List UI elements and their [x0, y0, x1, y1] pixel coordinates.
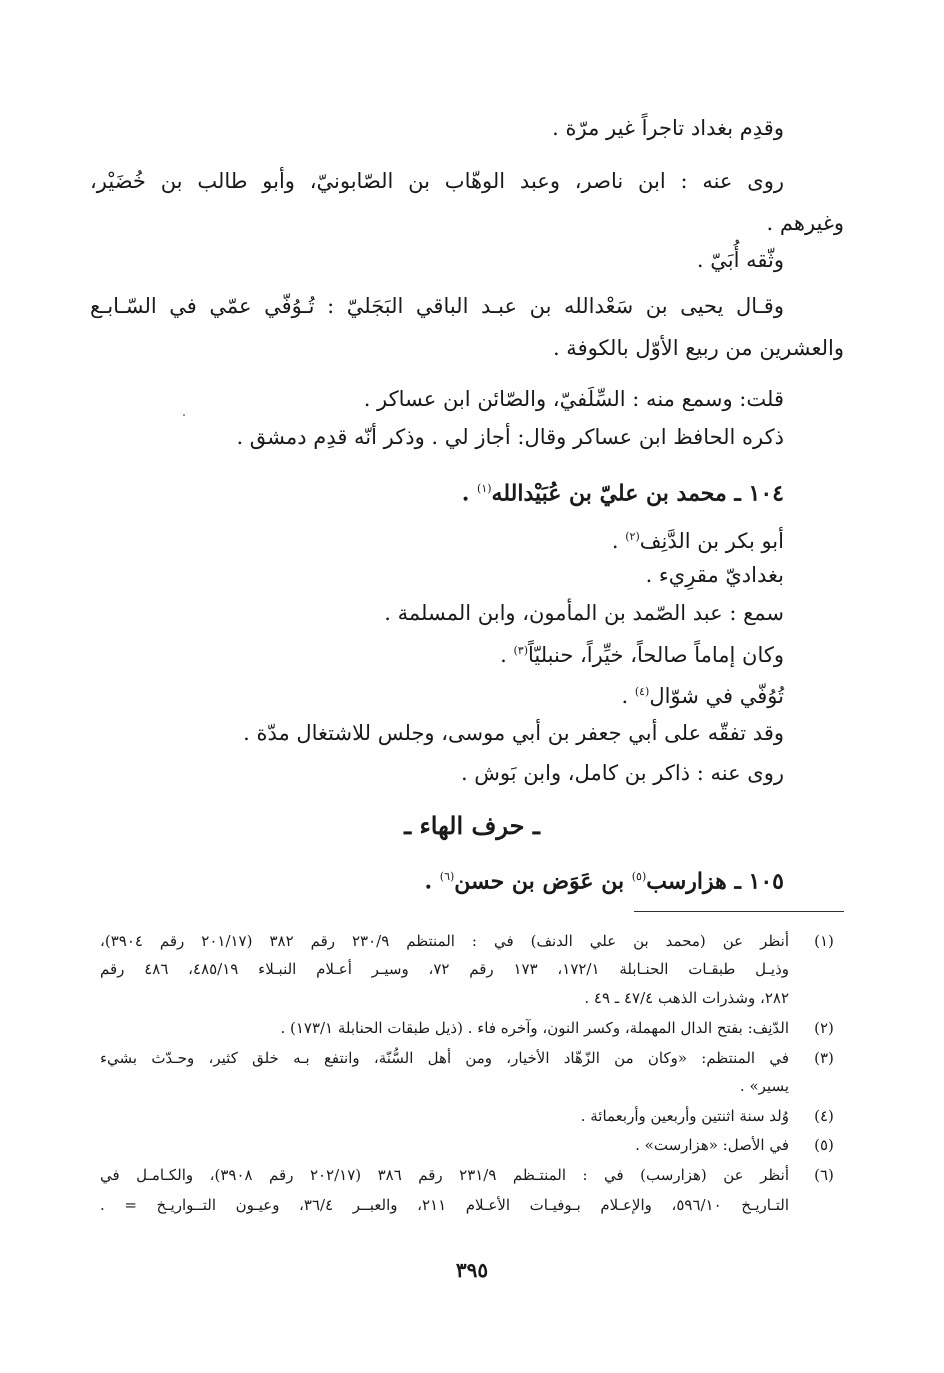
footnote-6: [100, 1161, 844, 1189]
footnote-divider: [634, 911, 844, 912]
text-line: [90, 522, 784, 556]
text-line: وقدِم بغداد تاجراً غير مرّة .: [552, 116, 784, 140]
footnote-text: الدّنِف: بفتح الدال المهملة، وكسر النون، وآخره فاء . (ذيل طبقات الحنابلة ١٧٣/١) .: [280, 1019, 789, 1037]
text-line: وغيرهم .: [766, 211, 844, 235]
footnote-2: [100, 1014, 844, 1042]
footnote-text: في الأصل: «هزارست» .: [635, 1136, 789, 1154]
text-line: روى عنه : ذاكر بن كامل، وابن بَوش .: [460, 761, 784, 785]
footnote-ref: (١): [477, 482, 492, 495]
entry-105-title: [90, 862, 784, 896]
line-end: .: [611, 529, 626, 553]
footnote-text: يسير» .: [739, 1077, 789, 1095]
page-number: ٣٩٥: [455, 1258, 489, 1282]
footnote-number: (٥): [814, 1136, 834, 1154]
text-line: بغداديّ مقرِيء .: [645, 563, 784, 587]
line-text: تُوُفّي في شوّال: [649, 684, 784, 708]
entry-104-title: [90, 474, 784, 508]
footnote-number: (١): [814, 932, 834, 950]
entry-title-end: .: [424, 868, 440, 895]
text-line: [90, 636, 784, 670]
footnote-number: (٣): [814, 1049, 834, 1067]
text-line: والعشرين من ربيع الأوّل بالكوفة .: [552, 336, 844, 360]
text-line: وقـال يحيى بن سَعْدالله بن عبـد الباقي البَجَليّ : تُـوُفّي عمّي في السّـابـع: [90, 294, 784, 318]
footnote-5: [100, 1131, 844, 1159]
line-end: .: [500, 643, 514, 667]
entry-title-end: .: [461, 480, 478, 507]
entry-title-text: بن عَوَض بن حسن: [454, 868, 632, 895]
footnote-ref: (٥): [631, 870, 647, 883]
text-line: [90, 677, 784, 711]
text-line: ذكره الحافظ ابن عساكر وقال: أجاز لي . وذكر أنّه قدِم دمشق .: [236, 425, 784, 449]
footnote-ref: (٢): [625, 530, 640, 543]
footnote-text: في المنتظم: «وكان من الزّهّاد الأخيار، ومن أهل السُّنّة، وانتفع بـه خلق كثير، وحـدّث بشيء: [100, 1049, 789, 1067]
footnote-text: وذيـل طبقـات الحنـابلة ١٧٢/١، ١٧٣ رقم ٧٢، وسيـر أعـلام النبـلاء ٤٨٥/١٩، ٤٨٦ رقم: [100, 960, 790, 978]
footnote-ref: (٣): [513, 644, 528, 657]
section-heading: ـ حرف الهاء ـ: [404, 811, 540, 840]
footnote-text: ٢٨٢، وشذرات الذهب ٤٧/٤ ـ ٤٩ .: [584, 989, 789, 1007]
line-text: أبو بكر بن الدَّنِف: [639, 529, 784, 553]
text-line: روى عنه : ابن ناصر، وعبد الوهّاب بن الصّابونيّ، وأبو طالب بن خُضَيْر،: [90, 169, 784, 193]
entry-title-text: ١٠٥ ـ هزارسب: [646, 868, 784, 895]
text-line: وقد تفقّه على أبي جعفر بن أبي موسى، وجلس للاشتغال مدّة .: [243, 721, 784, 745]
scan-speck: [183, 414, 185, 416]
text-line: سمع : عبد الصّمد بن المأمون، وابن المسلمة .: [384, 601, 784, 625]
footnote-1: [100, 927, 844, 955]
footnote-4: [100, 1102, 844, 1130]
footnote-ref: (٤): [634, 685, 650, 698]
text-line: قلت: وسمع منه : السِّلَفيّ، والصّائن ابن عساكر .: [363, 387, 784, 411]
footnote-number: (٤): [814, 1107, 834, 1125]
footnote-ref: (٦): [439, 870, 455, 883]
footnote-text: التـاريـخ ٥٩٦/١٠، والإعـلام بـوفيـات الأعـلام ٢١١، والعبــر ٣٦/٤، وعيـون التــواريـخ = .: [100, 1196, 789, 1214]
line-end: .: [621, 684, 635, 708]
footnote-number: (٢): [814, 1019, 834, 1037]
footnote-text: أنظر عن (هزارسب) في : المنتـظم ٢٣١/٩ رقم ٣٨٦ (٢٠٢/١٧ رقم ٣٩٠٨)، والكـامـل في: [100, 1166, 790, 1184]
footnote-text: أنظر عن (محمد بن علي الدنف) في : المنتظم ٢٣٠/٩ رقم ٣٨٢ (٢٠١/١٧ رقم ٣٩٠٤)،: [100, 932, 790, 950]
footnote-3: [100, 1044, 844, 1072]
line-text: وكان إماماً صالحاً، خيِّراً، حنبليّاً: [527, 643, 784, 667]
footnote-number: (٦): [814, 1166, 834, 1184]
entry-title-text: ١٠٤ ـ محمد بن عليّ بن عُبَيْدالله: [491, 480, 784, 507]
text-line: وثّقه أُبَيّ .: [696, 248, 784, 272]
footnote-text: وُلد سنة اثنتين وأربعين وأربعمائة .: [580, 1107, 789, 1125]
